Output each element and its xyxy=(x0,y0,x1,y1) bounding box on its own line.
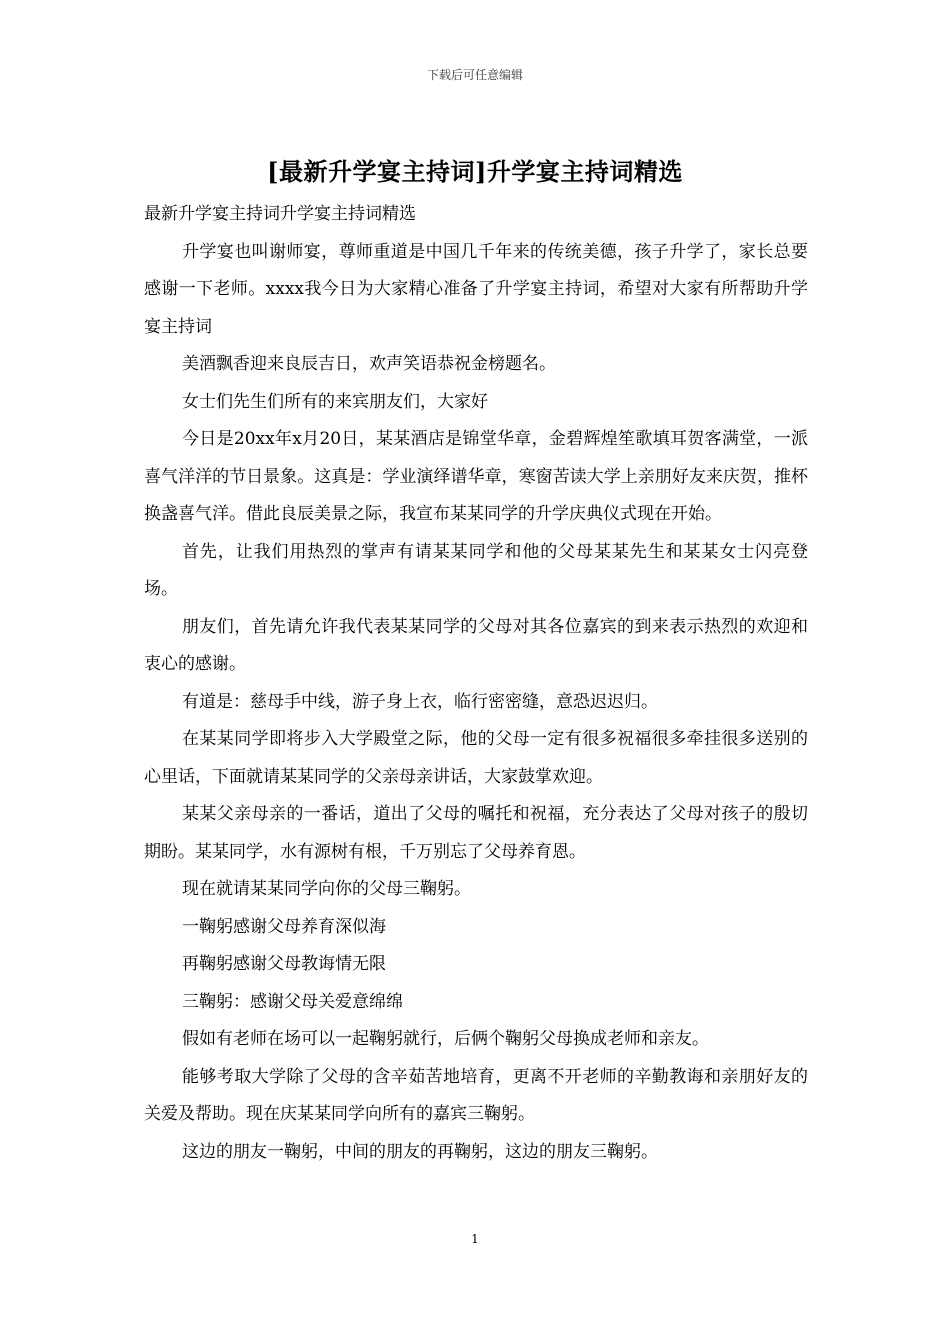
paragraph: 现在就请某某同学向你的父母三鞠躬。 xyxy=(182,879,471,899)
paragraph: 在某某同学即将步入大学殿堂之际，他的父母一定有很多祝福很多牵挂很多送别的心里话，下面就请某某同学的父亲母亲讲话，大家鼓掌欢迎。 xyxy=(144,729,808,787)
paragraph: 一鞠躬感谢父母养育深似海 xyxy=(182,916,386,937)
document-title: [最新升学宴主持词]升学宴主持词精选 xyxy=(267,157,683,186)
paragraph: 首先，让我们用热烈的掌声有请某某同学和他的父母某某先生和某某女士闪亮登场。 xyxy=(144,541,808,599)
page-header-note: 下载后可任意编辑 xyxy=(426,68,523,82)
paragraph: 这边的朋友一鞠躬，中间的朋友的再鞠躬，这边的朋友三鞠躬。 xyxy=(182,1141,658,1162)
document-subtitle: 最新升学宴主持词升学宴主持词精选 xyxy=(144,204,416,224)
paragraph: 某某父亲母亲的一番话，道出了父母的嘱托和祝福，充分表达了父母对孩子的殷切期盼。某某同学，水有源树有根，千万别忘了父母养育恩。 xyxy=(144,804,808,862)
paragraph: 有道是：慈母手中线，游子身上衣，临行密密缝，意恐迟迟归。 xyxy=(182,691,658,712)
document-body xyxy=(144,196,808,1171)
paragraph: 今日是20xx年x月20日，某某酒店是锦堂华章，金碧辉煌笙歌填耳贺客满堂，一派喜气洋洋的节日景象。这真是：学业演绎谱华章，寒窗苦读大学上亲朋好友来庆贺，推杯换盏喜气洋。借此良辰美景之际，我宣布某某同学的升学庆典仪式现在开始。 xyxy=(144,429,808,524)
paragraph: 美酒飘香迎来良辰吉日，欢声笑语恭祝金榜题名。 xyxy=(182,354,556,374)
paragraph: 升学宴也叫谢师宴，尊师重道是中国几千年来的传统美德，孩子升学了，家长总要感谢一下老师。xxxx我今日为大家精心准备了升学宴主持词，希望对大家有所帮助升学宴主持词 xyxy=(144,241,808,337)
page-number: 1 xyxy=(471,1232,479,1246)
paragraph: 假如有老师在场可以一起鞠躬就行，后俩个鞠躬父母换成老师和亲友。 xyxy=(182,1029,709,1049)
paragraph: 朋友们，首先请允许我代表某某同学的父母对其各位嘉宾的到来表示热烈的欢迎和衷心的感谢。 xyxy=(144,616,808,674)
paragraph: 再鞠躬感谢父母教诲情无限 xyxy=(182,954,386,974)
paragraph: 能够考取大学除了父母的含辛茹苦地培育，更离不开老师的辛勤教诲和亲朋好友的关爱及帮助。现在庆某某同学向所有的嘉宾三鞠躬。 xyxy=(144,1066,808,1124)
paragraph: 女士们先生们所有的来宾朋友们，大家好 xyxy=(182,391,488,412)
paragraph: 三鞠躬：感谢父母关爱意绵绵 xyxy=(182,991,403,1012)
